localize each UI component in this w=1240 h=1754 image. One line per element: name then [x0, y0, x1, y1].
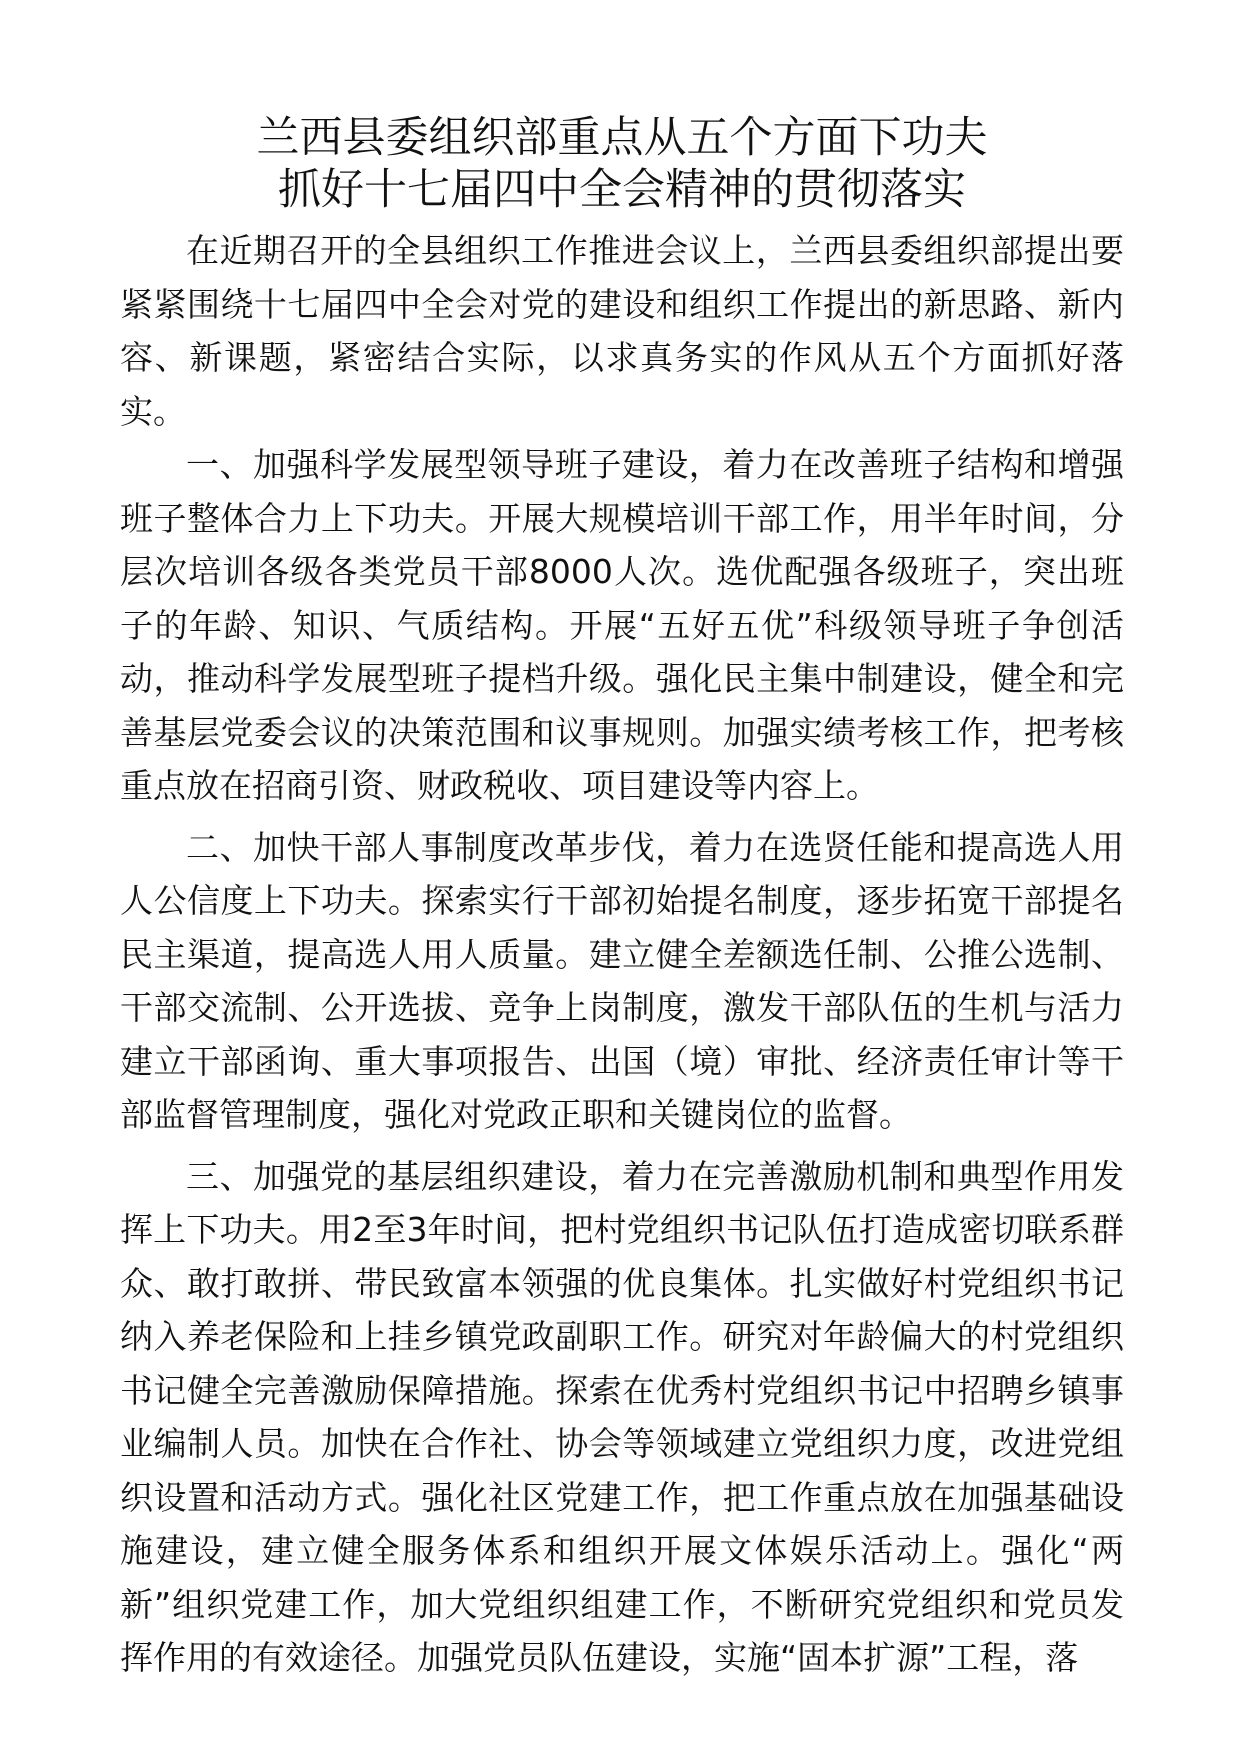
section-two-paragraph: 二、加快干部人事制度改革步伐，着力在选贤任能和提高选人用人公信度上下功夫。探索实行干部初始提名制度，逐步拓宽干部提名民主渠道，提高选人用人质量。建立健全差额选任制、公推公选制、干部交流制、公开选拔、竞争上岗制度，激发干部队伍的生机与活力建立干部函询、重大事项报告、出国（境）审批、经济责任审计等干部监督管理制度，强化对党政正职和关键岗位的监督。 [120, 827, 1124, 1134]
document-page [120, 112, 1124, 1685]
section-one-paragraph: 一、加强科学发展型领导班子建设，着力在改善班子结构和增强班子整体合力上下功夫。开展大规模培训干部工作，用半年时间，分层次培训各级各类党员干部8000人次。选优配强各级班子，突出班子的年龄、知识、气质结构。开展“五好五优”科级领导班子争创活动，推动科学发展型班子提档升级。强化民主集中制建设，健全和完善基层党委会议的决策范围和议事规则。加强实绩考核工作，把考核重点放在招商引资、财政税收、项目建设等内容上。 [120, 445, 1124, 805]
document-body [120, 224, 1124, 1685]
document-title [120, 112, 1124, 216]
title-line-2: 抓好十七届四中全会精神的贯彻落实 [278, 165, 966, 215]
section-three-paragraph: 三、加强党的基层组织建设，着力在完善激励机制和典型作用发挥上下功夫。用2至3年时间，把村党组织书记队伍打造成密切联系群众、敢打敢拼、带民致富本领强的优良集体。扎实做好村党组织书记纳入养老保险和上挂乡镇党政副职工作。研究对年龄偏大的村党组织书记健全完善激励保障措施。探索在优秀村党组织书记中招聘乡镇事业编制人员。加快在合作社、协会等领域建立党组织力度，改进党组织设置和活动方式。强化社区党建工作，把工作重点放在加强基础设施建设，建立健全服务体系和组织开展文体娱乐活动上。强化“两新”组织党建工作，加大党组织组建工作，不断研究党组织和党员发挥作用的有效途径。加强党员队伍建设，实施“固本扩源”工程，落 [120, 1156, 1124, 1677]
title-line-1: 兰西县委组织部重点从五个方面下功夫 [256, 113, 988, 163]
intro-paragraph: 在近期召开的全县组织工作推进会议上，兰西县委组织部提出要紧紧围绕十七届四中全会对党的建设和组织工作提出的新思路、新内容、新课题，紧密结合实际，以求真务实的作风从五个方面抓好落实。 [120, 231, 1124, 431]
